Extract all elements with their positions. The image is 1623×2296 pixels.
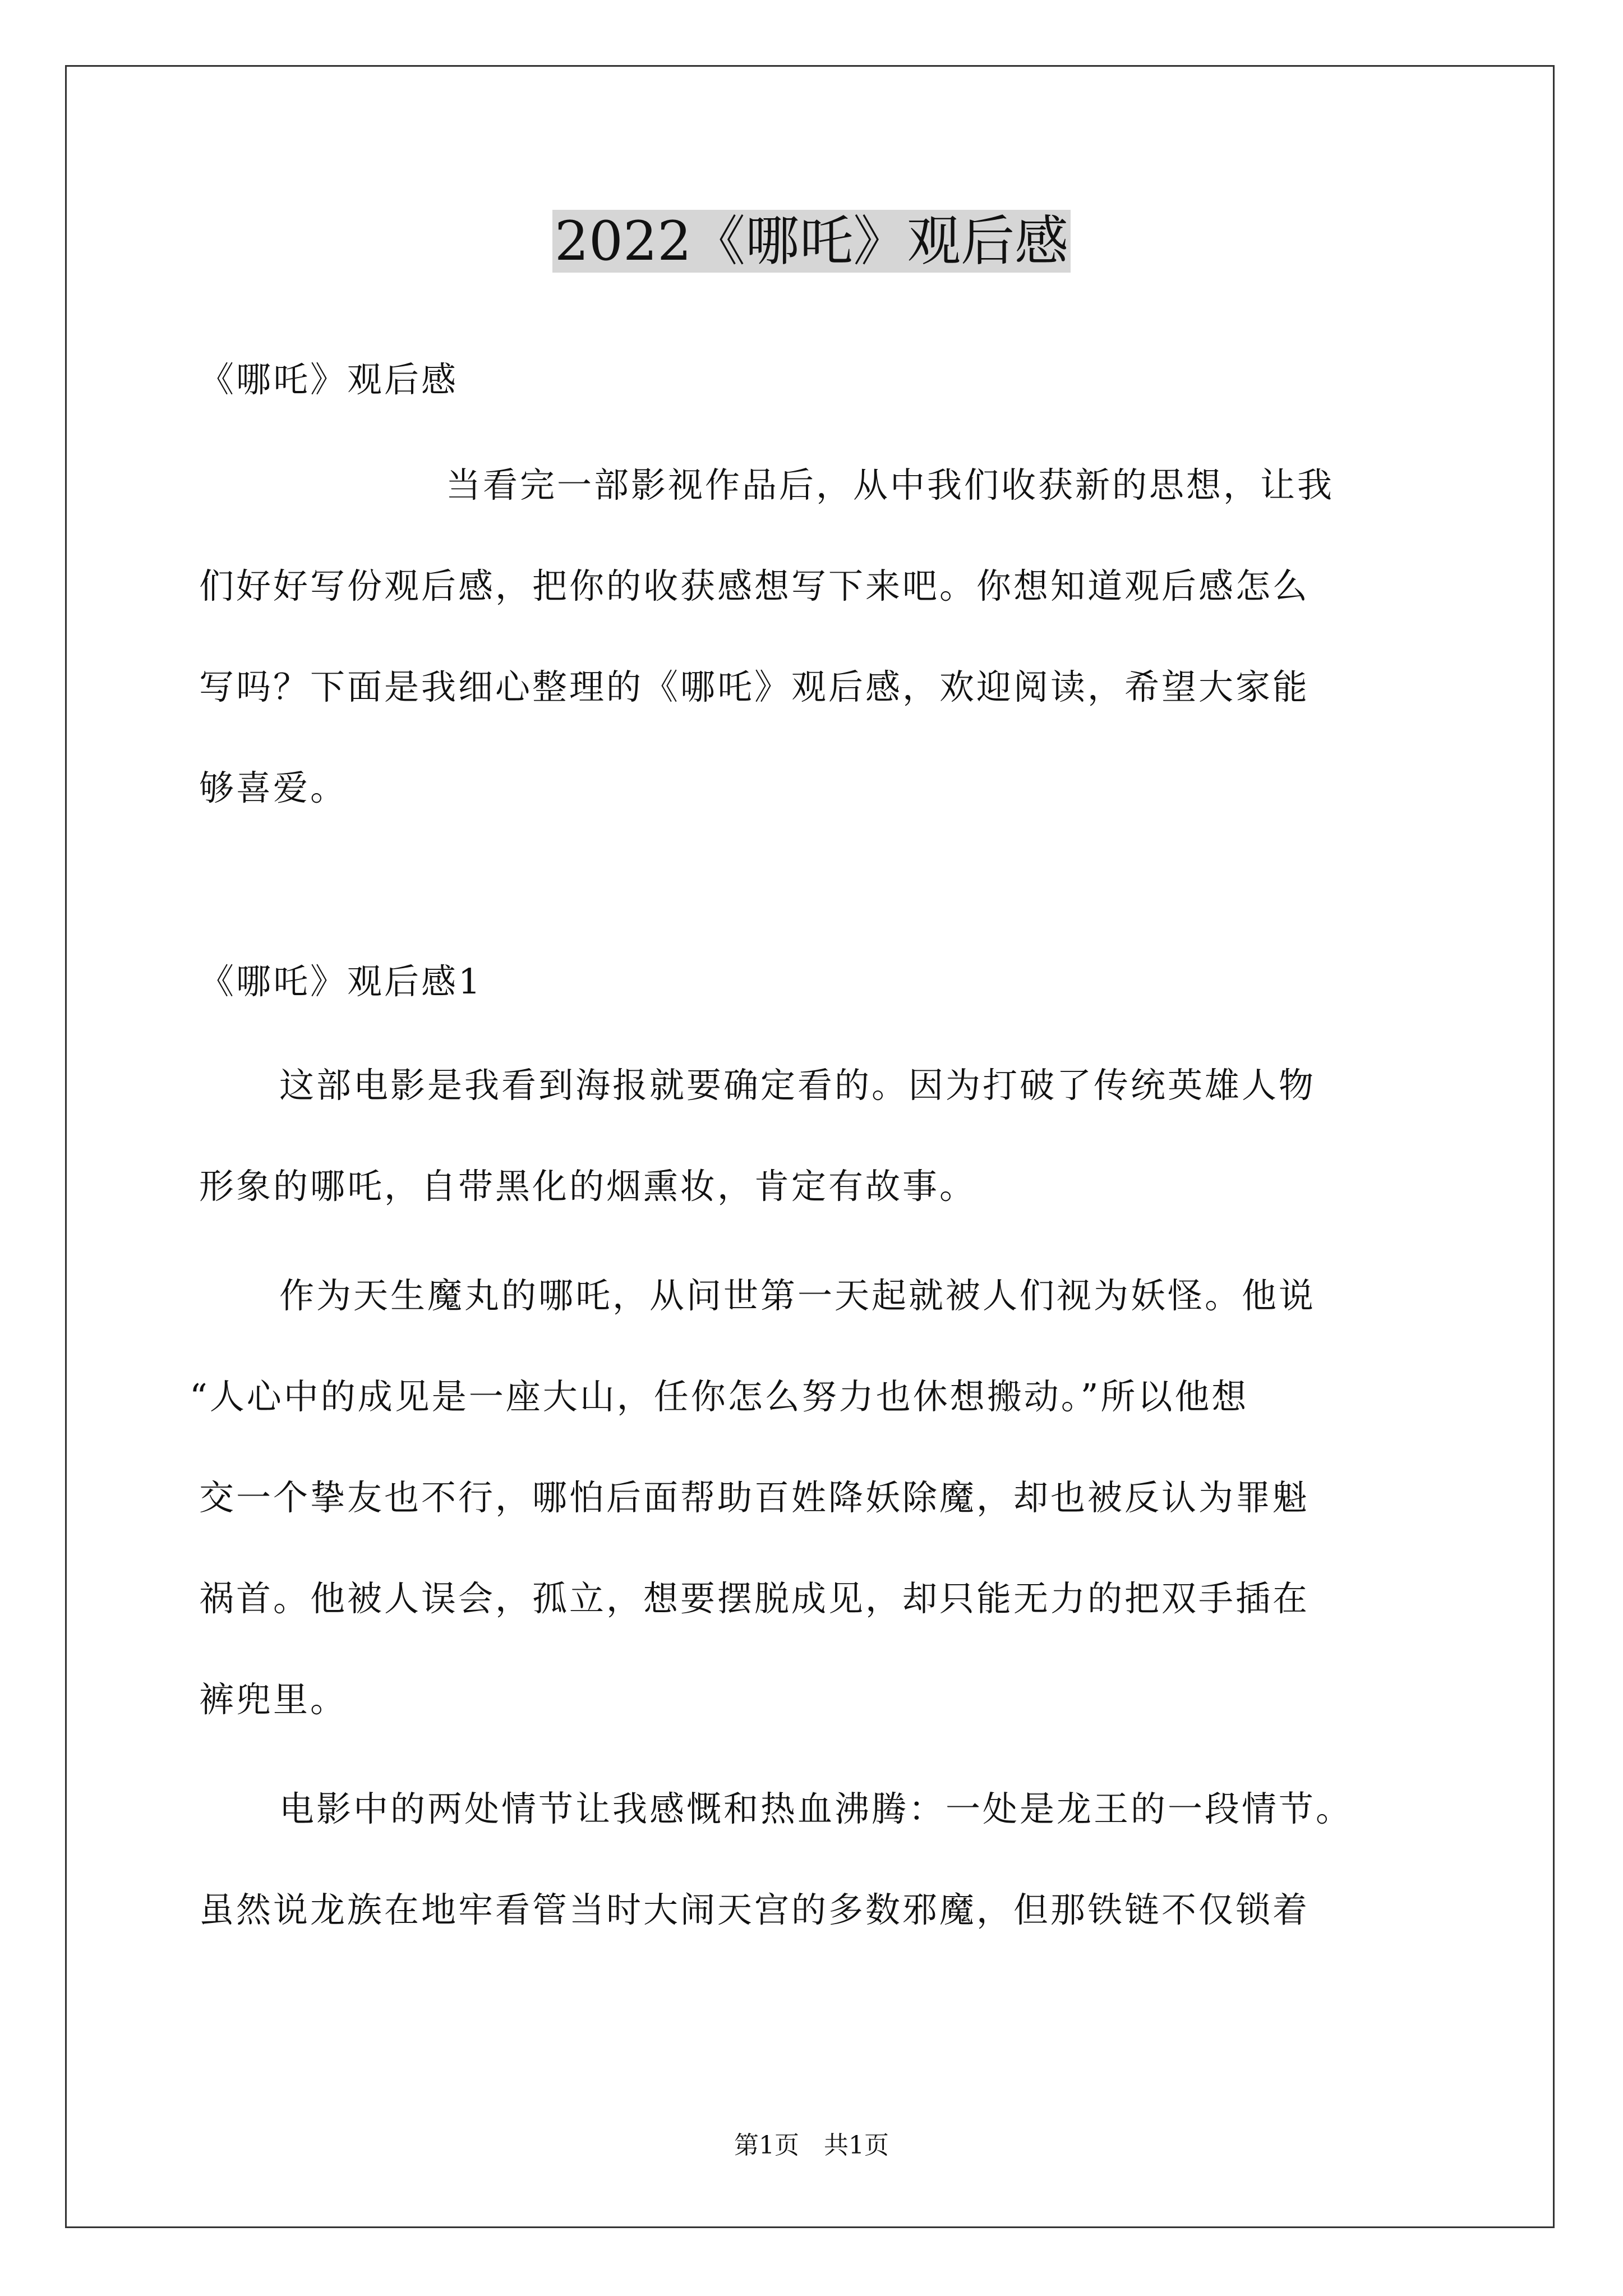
intro-heading: 《哪吒》观后感 bbox=[199, 359, 459, 400]
page-number-footer: 第1页 共1页 bbox=[734, 2131, 889, 2160]
document-title bbox=[0, 205, 1623, 278]
paragraph-line: 够喜爱。 bbox=[199, 767, 348, 808]
paragraph-line: 电影中的两处情节让我感慨和热血沸腾：一处是龙王的一段情节。 bbox=[279, 1788, 1353, 1829]
paragraph-line: 祸首。他被人误会，孤立，想要摆脱成见，却只能无力的把双手插在 bbox=[199, 1578, 1310, 1619]
paragraph-line: 裤兜里。 bbox=[199, 1679, 348, 1720]
paragraph-line: 当看完一部影视作品后，从中我们收获新的思想，让我 bbox=[446, 464, 1335, 505]
paragraph-line: 交一个挚友也不行，哪怕后面帮助百姓降妖除魔，却也被反认为罪魁 bbox=[199, 1477, 1310, 1518]
paragraph-line: 形象的哪吒，自带黑化的烟熏妆，肯定有故事。 bbox=[199, 1166, 977, 1207]
section-heading: 《哪吒》观后感1 bbox=[199, 961, 483, 1002]
paragraph-line: 写吗？下面是我细心整理的《哪吒》观后感，欢迎阅读，希望大家能 bbox=[199, 666, 1310, 707]
paragraph-line: 们好好写份观后感，把你的收获感想写下来吧。你想知道观后感怎么 bbox=[199, 565, 1310, 606]
paragraph-line: 虽然说龙族在地牢看管当时大闹天宫的多数邪魔，但那铁链不仅锁着 bbox=[199, 1889, 1310, 1930]
paragraph-line: 这部电影是我看到海报就要确定看的。因为打破了传统英雄人物 bbox=[279, 1065, 1316, 1106]
paragraph-line: 作为天生魔丸的哪吒，从问世第一天起就被人们视为妖怪。他说 bbox=[279, 1275, 1316, 1316]
document-title-text: 2022《哪吒》观后感 bbox=[552, 210, 1071, 273]
paragraph-line: “人心中的成见是一座大山，任你怎么努力也休想搬动。”所以他想 bbox=[190, 1376, 1249, 1417]
